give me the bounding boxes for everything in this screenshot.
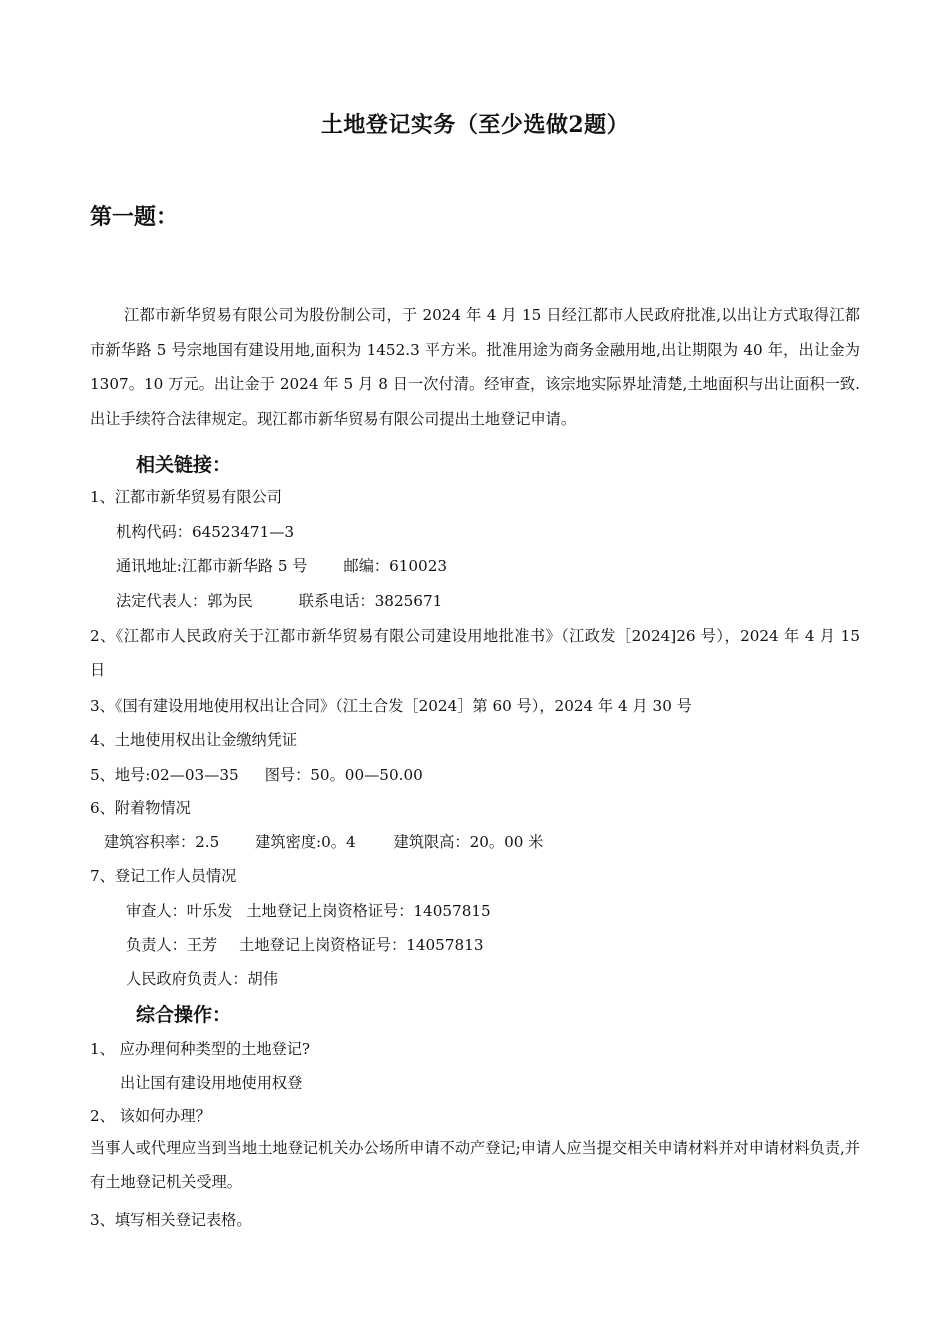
question-heading: 第一题： [90,204,179,230]
manager-cert: 土地登记上岗资格证号：14057813 [239,936,484,954]
manager: 负责人：王芳 [126,936,218,954]
operations-heading: 综合操作： [136,1004,232,1026]
case-description: 江都市新华贸易有限公司为股份制公司，于 2024 年 4 月 15 日经江都市人民政府批准,以出让方式取得江都市新华路 5 号宗地国有建设用地,面积为 1452.3 平方米。批准用途为商务金融用地,出让期限为 40 年，出让金为 1307。10 万元。出让金于 2024 年 5 月 8 日一次付清。经审查，该宗地实际界址清楚,土地面积与出让面积一致.出让手续符合法律规定。现江都市新华贸易有限公司提出土地登记申请。 [90,306,860,428]
height-limit: 建筑限高：20。00 米 [393,833,544,851]
building-density: 建筑密度:0。4 [255,833,356,851]
question-2: 2、 该如何办理？ [90,1107,211,1125]
reviewer-line [126,900,491,921]
answer-1: 出让国有建设用地使用权登 [120,1074,303,1092]
link-item-1: 1、江都市新华贸易有限公司 [90,488,282,506]
postcode: 邮编：610023 [343,557,448,575]
address-line [116,555,447,576]
building-params-line [104,831,543,852]
reviewer-cert: 土地登记上岗资格证号：14057815 [246,902,491,920]
org-code: 机构代码：64523471—3 [116,523,295,541]
related-links-heading: 相关链接： [136,454,232,476]
document-title: 土地登记实务（至少选做2题） [320,112,630,138]
link-item-4: 4、土地使用权出让金缴纳凭证 [90,731,298,749]
question-1: 1、 应办理何种类型的土地登记? [90,1040,311,1058]
link-item-7: 7、登记工作人员情况 [90,867,237,885]
gov-head: 人民政府负责人：胡伟 [126,970,278,988]
link-item-3: 3、《国有建设用地使用权出让合同》（江土合发［2024］第 60 号），2024 年 4 月 30 号 [90,697,692,715]
lot-number: 5、地号:02—03—35 [90,766,239,784]
reviewer: 审查人：叶乐发 [126,902,233,920]
address: 通讯地址:江都市新华路 5 号 [116,557,308,575]
link-item-6: 6、附着物情况 [90,799,191,817]
question-3: 3、填写相关登记表格。 [90,1211,252,1229]
manager-line [126,934,484,955]
answer-2: 当事人或代理应当到当地土地登记机关办公场所申请不动产登记;申请人应当提交相关申请材料并对申请材料负责,并有土地登记机关受理。 [90,1139,860,1191]
floor-area-ratio: 建筑容积率：2.5 [104,833,220,851]
map-number: 图号：50。00—50.00 [264,766,423,784]
link-item-2: 2、《江都市人民政府关于江都市新华贸易有限公司建设用地批准书》（江政发［2024]26 号），2024 年 4 月 15 日 [90,627,860,679]
contact-phone: 联系电话：3825671 [298,592,443,610]
link-item-5 [90,764,423,785]
legal-rep-line [116,590,442,611]
legal-representative: 法定代表人：郭为民 [116,592,253,610]
